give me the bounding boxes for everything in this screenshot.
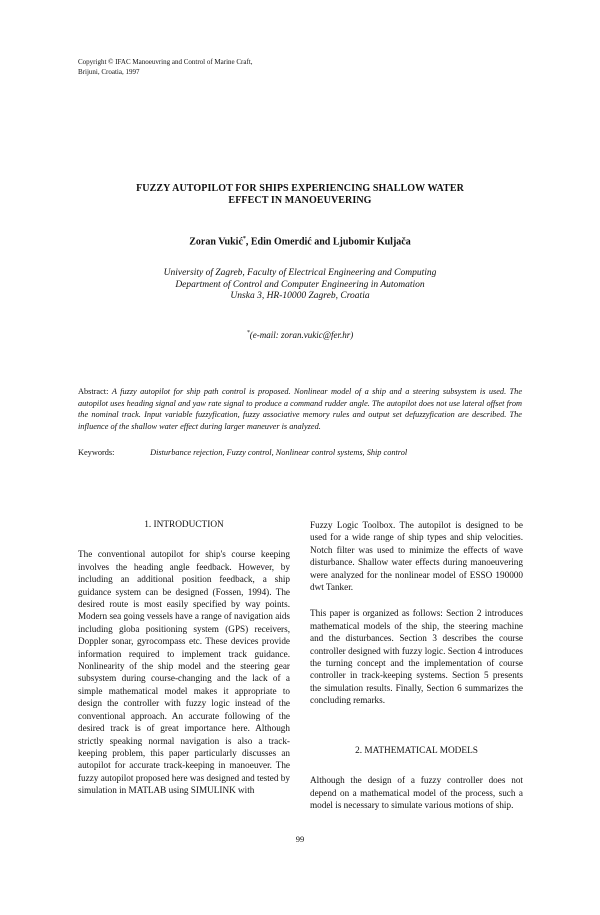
copyright-notice [78, 57, 338, 77]
paper-title [60, 183, 540, 207]
abstract [78, 386, 522, 432]
author-list [60, 236, 540, 247]
right-column [310, 519, 523, 811]
section-2-heading: 2. MATHEMATICAL MODELS [355, 745, 478, 756]
author-1-footnote-mark: * [242, 236, 246, 242]
section-1-paragraph-1-continued: Fuzzy Logic Toolbox. The autopilot is designed to be used for a wide range of ship types and ship velocities. Notch filter was used to minimize the effects of wave disturbance. Shallow water effects during manoeuvering were analyzed for the nonlinear model of ESSO 190000 dwt Tanker. [310, 520, 523, 593]
title-line-2: EFFECT IN MANOEUVERING [228, 195, 372, 206]
copyright-line-1: Copyright © IFAC Manoeuvring and Control of Marine Craft, [78, 58, 253, 66]
section-1-paragraph-1: The conventional autopilot for ship's course keeping involves the heading angle feedback. However, by including an additional position feedback, a ship guidance system can be designed (Fossen, 1994). The desired route is most easily specified by way points. Modern sea going vessels have a range of navigation aids including globa positioning system (GPS) receivers, Doppler sonar, gyrocompass etc. These devices provide information required to implement track guidance. Nonlinearity of the ship model and the steering gear subsystem during course-changing and the lack of a simple mathematical model makes it appropriate to design the controller with fuzzy logic instead of the conventional approach. An accurate following of the desired track is of great importance here. Although strictly speaking normal navigation is also a track-keeping problem, this paper particularly discusses an autopilot for accurate track-keeping in manoeuver. The fuzzy autopilot proposed here was designed and tested by simulation in MATLAB using SIMULINK with [78, 549, 290, 796]
abstract-text: A fuzzy autopilot for ship path control is proposed. Nonlinear model of a ship and a steering subsystem is used. The autopilot uses heading signal and yaw rate signal to produce a command rudder angle. The autopilot does not use lateral offset from the nominal track. Input variable fuzzyfication, fuzzy associative memory rules and output set defuzzyfication are described. The influence of the shallow water effect during larger maneuver is analyzed. [78, 387, 522, 431]
affiliation [60, 268, 540, 303]
section-1-paragraph-2: This paper is organized as follows: Section 2 introduces mathematical models of the ship, the steering machine and the disturbances. Section 3 describes the course controller designed with fuzzy logic. Section 4 introduces the turning concept and the implementation of course controller in track-keeping systems. Section 5 presents the simulation results. Finally, Section 6 summarizes the concluding remarks. [310, 608, 523, 706]
author-email [60, 330, 540, 340]
keywords [78, 448, 522, 457]
affiliation-line-1: University of Zagreb, Faculty of Electrical Engineering and Computing [163, 268, 437, 278]
email-footnote-mark: * [246, 330, 250, 336]
other-authors: , Edin Omerdić and Ljubomir Kuljača [245, 236, 411, 248]
section-1-heading: 1. INTRODUCTION [144, 520, 224, 530]
affiliation-line-2: Department of Control and Computer Engineering in Automation [175, 279, 425, 290]
copyright-line-2: Brijuni, Croatia, 1997 [78, 68, 140, 76]
author-1: Zoran Vukić [189, 236, 243, 248]
page-number: 99 [295, 834, 305, 844]
affiliation-line-3: Unska 3, HR-10000 Zagreb, Croatia [230, 291, 370, 301]
keywords-label: Keywords: [78, 448, 115, 457]
abstract-label: Abstract: [78, 387, 109, 396]
keywords-text: Disturbance rejection, Fuzzy control, Nonlinear control systems, Ship control [150, 448, 408, 457]
section-2-paragraph-1: Although the design of a fuzzy controller does not depend on a mathematical model of the process, such a model is necessary to simulate various motions of ship. [310, 775, 523, 810]
title-line-1: FUZZY AUTOPILOT FOR SHIPS EXPERIENCING SHALLOW WATER [136, 183, 464, 194]
left-column [78, 519, 290, 797]
email-text: (e-mail: zoran.vukic@fer.hr) [249, 330, 354, 340]
